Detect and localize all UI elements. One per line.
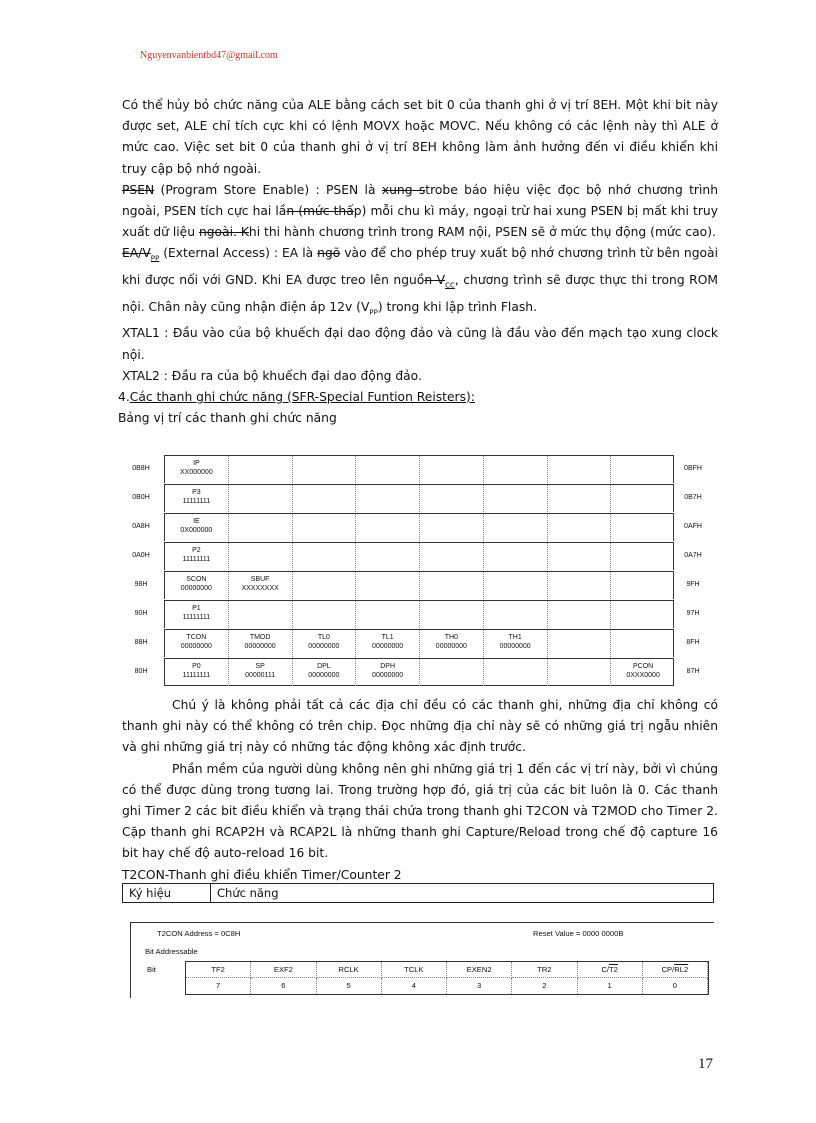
sfr-register-name: TL1 xyxy=(381,634,394,641)
sfr-cell xyxy=(611,572,675,599)
sfr-cell xyxy=(548,601,612,628)
sfr-register-name: P3 xyxy=(192,489,201,496)
sfr-row xyxy=(122,484,718,512)
bit-name-cell xyxy=(186,962,251,978)
sfr-address-left: 0A0H xyxy=(132,552,150,559)
sfr-cell xyxy=(548,659,612,686)
sfr-cell xyxy=(356,630,420,657)
sfr-reset-value: XX000000 xyxy=(180,469,213,476)
t2con-caption: T2CON-Thanh ghi điều khiển Timer/Counter 2 xyxy=(122,867,402,882)
sfr-cell xyxy=(611,601,675,628)
sfr-register-name: DPH xyxy=(380,663,396,670)
bit-name: C/ xyxy=(601,965,609,974)
bit-name: EXF2 xyxy=(273,965,293,974)
sfr-cell xyxy=(484,514,548,541)
sfr-cell xyxy=(229,630,293,657)
bit-name: CP/ xyxy=(661,965,675,974)
bit-number: 4 xyxy=(382,978,447,994)
bit-name-cell xyxy=(382,962,447,978)
sfr-reset-value: 11111111 xyxy=(182,614,211,621)
sfr-reset-value: 00000000 xyxy=(308,643,340,650)
bit-name-cell xyxy=(251,962,316,978)
bit-name-cell xyxy=(317,962,382,978)
function-header: Chức năng xyxy=(217,886,279,900)
sfr-row xyxy=(122,542,718,570)
sfr-cells xyxy=(164,629,674,657)
paragraph-xtal2: XTAL2 : Đầu ra của bộ khuếch đại dao động đảo. xyxy=(122,368,422,383)
sfr-address-right: 0A7H xyxy=(684,552,702,559)
sfr-register-name: SP xyxy=(255,663,265,670)
bit-number: 6 xyxy=(251,978,316,994)
sfr-cell xyxy=(548,543,612,570)
sfr-cell xyxy=(165,572,229,599)
sfr-cells xyxy=(164,600,674,628)
sfr-cell xyxy=(356,456,420,483)
sfr-cell xyxy=(420,630,484,657)
sfr-address-right: 0B7H xyxy=(684,494,702,501)
sfr-register-name: TCON xyxy=(186,634,207,641)
sfr-cells xyxy=(164,513,674,541)
sfr-reset-value: 00000000 xyxy=(372,672,404,679)
paragraph-ea: $EA/V_{PP}$ (External Access) : EA là ngõ vào để cho phép truy xuất bộ nhớ chương trình từ bên ngoài khi được nối với GND. Khi EA được treo lên nguồn $V_{CC}$, chương trình sẽ được thực thi trong ROM nội. Chân này cũng nhận điện áp 12v $(V_{PP})$ trong khi lập trình Flash. xyxy=(122,246,718,317)
sfr-row xyxy=(122,571,718,599)
sfr-reset-value: 00000000 xyxy=(180,643,212,650)
sfr-cell xyxy=(548,630,612,657)
sfr-register-name: SBUF xyxy=(250,576,270,583)
sfr-cells xyxy=(164,571,674,599)
bit-number: 3 xyxy=(447,978,512,994)
sfr-address-right: 0BFH xyxy=(684,465,702,472)
t2con-register xyxy=(130,922,714,998)
sfr-reset-value: 00000000 xyxy=(308,672,340,679)
sfr-cell xyxy=(229,514,293,541)
sfr-row xyxy=(122,455,718,483)
sfr-register-name: IP xyxy=(193,460,200,467)
sfr-register-name: SCON xyxy=(186,576,207,583)
sfr-cell xyxy=(356,572,420,599)
sfr-address-left: 90H xyxy=(134,610,148,617)
sfr-address-left: 98H xyxy=(134,581,148,588)
sfr-reset-value: 00000000 xyxy=(180,585,212,592)
sfr-cell xyxy=(356,543,420,570)
sfr-address-left: 0A8H xyxy=(132,523,150,530)
sfr-reset-value: 00000000 xyxy=(435,643,467,650)
bit-number: 1 xyxy=(578,978,643,994)
sfr-cell xyxy=(293,572,357,599)
bit-name-cell xyxy=(643,962,708,978)
sfr-cell xyxy=(293,485,357,512)
bit-name-overline: RL2 xyxy=(674,965,689,974)
sfr-reset-value: 00000000 xyxy=(499,643,531,650)
table-caption: Bảng vị trí các thanh ghi chức năng xyxy=(118,411,337,426)
symbol-header: Ký hiệu xyxy=(123,884,211,902)
sfr-cell xyxy=(484,572,548,599)
sfr-address-right: 97H xyxy=(686,610,700,617)
sfr-cell xyxy=(229,572,293,599)
sfr-cell xyxy=(611,456,675,483)
bit-number: 2 xyxy=(512,978,577,994)
bit-name: TCLK xyxy=(404,965,424,974)
ea-name: $EA/V_{PP}$ xyxy=(122,246,160,263)
sfr-cell xyxy=(484,601,548,628)
bit-name: TF2 xyxy=(211,965,225,974)
section-heading: 4.Các thanh ghi chức năng (SFR-Special Funtion Reisters): xyxy=(118,390,475,404)
bit-name-cell xyxy=(578,962,643,978)
sfr-register-name: PCON xyxy=(633,663,654,670)
t2con-reset: Reset Value = 0000 0000B xyxy=(533,929,624,938)
sfr-cell xyxy=(229,601,293,628)
sfr-cells xyxy=(164,658,674,686)
sfr-cell xyxy=(356,601,420,628)
symbol-function-table xyxy=(122,883,714,903)
sfr-register-name: IE xyxy=(193,518,200,525)
bit-name-overline: T2 xyxy=(608,965,618,974)
sfr-cell xyxy=(293,543,357,570)
bit-name: TR2 xyxy=(537,965,552,974)
sfr-cell xyxy=(548,485,612,512)
sfr-register-name: TL0 xyxy=(317,634,330,641)
sfr-cell xyxy=(165,630,229,657)
sfr-cell xyxy=(611,543,675,570)
sfr-cells xyxy=(164,455,674,483)
sfr-cell xyxy=(356,514,420,541)
bit-label: Bit xyxy=(147,965,156,974)
paragraph-ale: Có thể hủy bỏ chức năng của ALE bằng cách set bit 0 của thanh ghi ở vị trí 8EH. Một khi bit này được set, ALE chỉ tích cực khi có lệnh MOVX hoặc MOVC. Nếu không có các lệnh này thì ALE ở mức cao. Việc set bit 0 của thanh ghi ở vị trí 8EH không làm ảnh hưởng đến vi điều khiển khi truy cập bộ nhớ ngoài. xyxy=(122,98,718,176)
sfr-cell xyxy=(165,659,229,686)
sfr-row xyxy=(122,629,718,657)
bit-number: 5 xyxy=(317,978,382,994)
sfr-cell xyxy=(293,456,357,483)
sfr-cell xyxy=(611,659,675,686)
bit-name-cell xyxy=(512,962,577,978)
sfr-table xyxy=(122,455,718,691)
sfr-cell xyxy=(293,630,357,657)
sfr-cell xyxy=(420,543,484,570)
sfr-cell xyxy=(484,456,548,483)
bit-name: RCLK xyxy=(338,965,359,974)
sfr-reset-value: XXXXXXXX xyxy=(241,585,279,592)
sfr-reset-value: 00000000 xyxy=(244,643,276,650)
author-email: Nguyenvanbientbd47@gmail.com xyxy=(140,50,278,61)
sfr-cell xyxy=(420,601,484,628)
sfr-row xyxy=(122,658,718,686)
sfr-cell xyxy=(420,485,484,512)
bit-addressable: Bit Addressable xyxy=(145,947,198,956)
sfr-cell xyxy=(229,456,293,483)
sfr-cell xyxy=(293,514,357,541)
sfr-register-name: TH1 xyxy=(508,634,522,641)
sfr-cell xyxy=(548,572,612,599)
sfr-cell xyxy=(165,601,229,628)
sfr-cell xyxy=(611,630,675,657)
sfr-cell xyxy=(293,659,357,686)
sfr-cell xyxy=(165,485,229,512)
bit-number: 0 xyxy=(643,978,708,994)
sfr-register-name: DPL xyxy=(317,663,331,670)
sfr-cell xyxy=(484,485,548,512)
sfr-reset-value: 11111111 xyxy=(182,672,211,679)
sfr-cell xyxy=(484,630,548,657)
sfr-cell xyxy=(165,514,229,541)
sfr-address-left: 80H xyxy=(134,668,148,675)
bit-name: EXEN2 xyxy=(466,965,492,974)
sfr-cell xyxy=(420,572,484,599)
sfr-cell xyxy=(420,659,484,686)
sfr-cells xyxy=(164,484,674,512)
body-text-top xyxy=(118,95,718,429)
paragraph-xtal1: XTAL1 : Đầu vào của bộ khuếch đại dao động đảo và cũng là đầu vào đến mạch tạo xung clock nội. xyxy=(122,326,718,362)
sfr-register-name: P0 xyxy=(192,663,201,670)
sfr-cell xyxy=(293,601,357,628)
sfr-row xyxy=(122,600,718,628)
sfr-register-name: TMOD xyxy=(249,634,271,641)
sfr-register-name: P2 xyxy=(192,547,201,554)
sfr-cell xyxy=(165,456,229,483)
sfr-cell xyxy=(548,456,612,483)
paragraph-psen: PSEN (Program Store Enable) : PSEN là xung strobe báo hiệu việc đọc bộ nhớ chương trình ngoài, PSEN tích cực hai lần (mức thấp) mỗi chu kì máy, ngoại trừ hai xung PSEN bị mất khi truy xuất dữ liệu ngoài. Khi thi hành chương trình trong RAM nội, PSEN sẽ ở mức thụ động (mức cao). xyxy=(122,182,718,240)
page-number: 17 xyxy=(698,1056,713,1072)
sfr-address-right: 0AFH xyxy=(684,523,702,530)
sfr-reset-value: 00000111 xyxy=(245,672,276,679)
paragraph-note1: Chú ý là không phải tất cả các địa chỉ đều có các thanh ghi, những địa chỉ không có thanh ghi này có thể không có trên chip. Đọc những địa chỉ này sẽ có những giá trị ngẫu nhiên và ghi những giá trị này có những tác động không xác định trước. xyxy=(122,698,718,755)
sfr-reset-value: 00000000 xyxy=(372,643,404,650)
sfr-address-right: 87H xyxy=(686,668,700,675)
sfr-reset-value: 0XXX0000 xyxy=(626,672,660,679)
bit-number: 7 xyxy=(186,978,251,994)
sfr-cell xyxy=(229,485,293,512)
body-text-bottom xyxy=(122,695,718,886)
sfr-reset-value: 0X000000 xyxy=(180,527,213,534)
t2con-address: T2CON Address = 0C8H xyxy=(157,929,241,938)
sfr-reset-value: 11111111 xyxy=(182,498,211,505)
sfr-cell xyxy=(229,543,293,570)
sfr-reset-value: 11111111 xyxy=(182,556,211,563)
sfr-cell xyxy=(420,456,484,483)
sfr-cell xyxy=(420,514,484,541)
sfr-cell xyxy=(229,659,293,686)
sfr-cell xyxy=(484,543,548,570)
sfr-row xyxy=(122,513,718,541)
t2con-bit-grid xyxy=(185,961,709,995)
sfr-cell xyxy=(611,485,675,512)
sfr-cell xyxy=(165,543,229,570)
sfr-cell xyxy=(484,659,548,686)
sfr-address-right: 8FH xyxy=(686,639,700,646)
sfr-cell xyxy=(356,485,420,512)
psen-name: PSEN xyxy=(122,182,155,197)
sfr-address-left: 0B8H xyxy=(132,465,150,472)
sfr-address-left: 88H xyxy=(134,639,148,646)
sfr-cells xyxy=(164,542,674,570)
sfr-register-name: TH0 xyxy=(444,634,458,641)
sfr-cell xyxy=(548,514,612,541)
bit-name-cell xyxy=(447,962,512,978)
sfr-address-right: 9FH xyxy=(686,581,700,588)
paragraph-note2: Phần mềm của người dùng không nên ghi những giá trị 1 đến các vị trí này, bởi vì chúng có thể được dùng trong tương lai. Trong trường hợp đó, giá trị của các bit luôn là 0. Các thanh ghi Timer 2 các bit điều khiển và trạng thái chứa trong thanh ghi T2CON và T2MOD cho Timer 2. Cặp thanh ghi RCAP2H và RCAP2L là những thanh ghi Capture/Reload trong chế độ capture 16 bit hay chế độ auto-reload 16 bit. xyxy=(122,761,718,861)
sfr-cell xyxy=(611,514,675,541)
sfr-address-left: 0B0H xyxy=(132,494,150,501)
sfr-cell xyxy=(356,659,420,686)
sfr-register-name: P1 xyxy=(192,605,201,612)
